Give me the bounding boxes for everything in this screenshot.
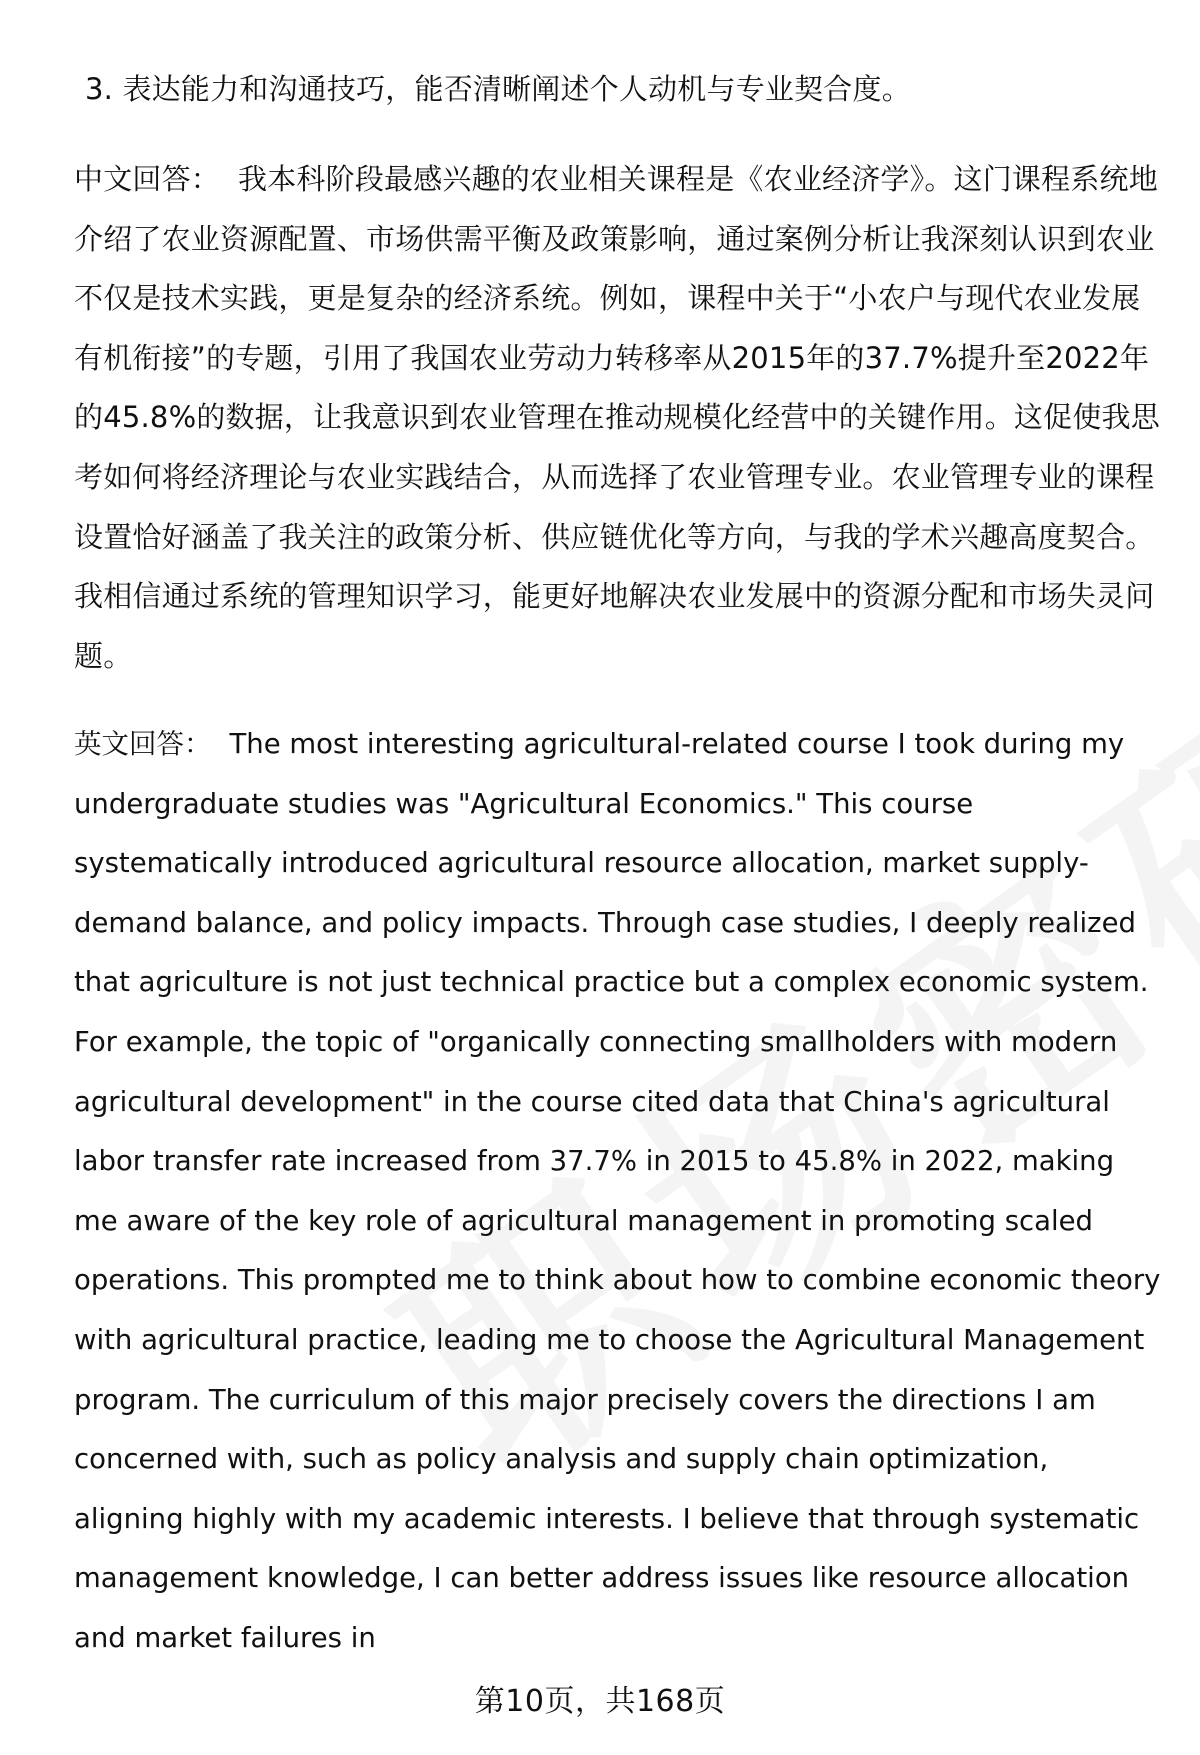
- english-answer-label: 英文回答：: [74, 728, 212, 760]
- english-answer-paragraph: [74, 715, 1164, 1669]
- chinese-answer-label: 中文回答：: [74, 162, 221, 196]
- chinese-answer-paragraph: [74, 150, 1164, 686]
- english-answer-text: The most interesting agricultural-related course I took during my undergraduate studies was "Agricultural Economics." This course systematically introduced agricultural resource allocation, market supply-demand balance, and policy impacts. Through case studies, I deeply realized that agriculture is not just technical practice but a complex economic system. For example, the topic of "organically connecting smallholders with modern agricultural development" in the course cited data that China's agricultural labor transfer rate increased from 37.7% in 2015 to 45.8% in 2022, making me aware of the key role of agricultural management in promoting scaled operations. This prompted me to think about how to combine economic theory with agricultural practice, leading me to choose the Agricultural Management program. The curriculum of this major precisely covers the directions I am concerned with, such as policy analysis and supply chain optimization, aligning highly with my academic interests. I believe that through systematic management knowledge, I can better address issues like resource allocation and market failures in: [74, 728, 1161, 1654]
- chinese-answer-text: 我本科阶段最感兴趣的农业相关课程是《农业经济学》。这门课程系统地介绍了农业资源配置、市场供需平衡及政策影响，通过案例分析让我深刻认识到农业不仅是技术实践，更是复杂的经济系统。例如，课程中关于“小农户与现代农业发展有机衔接”的专题，引用了我国农业劳动力转移率从2015年的37.7%提升至2022年的45.8%的数据，让我意识到农业管理在推动规模化经营中的关键作用。这促使我思考如何将经济理论与农业实践结合，从而选择了农业管理专业。农业管理专业的课程设置恰好涵盖了我关注的政策分析、供应链优化等方向，与我的学术兴趣高度契合。我相信通过系统的管理知识学习，能更好地解决农业发展中的资源分配和市场失灵问题。: [74, 162, 1160, 673]
- page-number-footer: 第10页，共168页: [474, 1684, 726, 1719]
- evaluation-criterion-three: 3. 表达能力和沟通技巧，能否清晰阐述个人动机与专业契合度。: [85, 72, 911, 106]
